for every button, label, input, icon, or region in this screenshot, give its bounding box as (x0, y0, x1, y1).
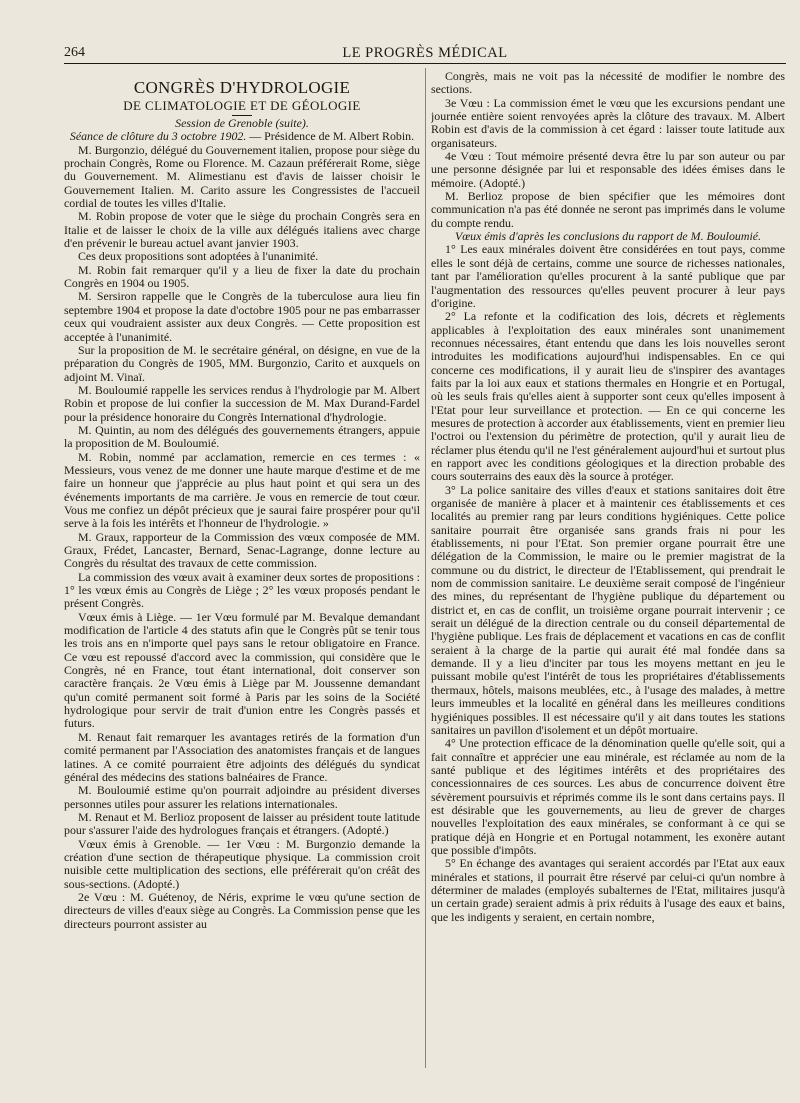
left-column (64, 70, 420, 1070)
paragraph: Congrès, mais ne voit pas la nécessité de modifier le nombre des sections. (431, 70, 785, 97)
right-column (431, 70, 785, 1070)
paragraph: M. Robin, nommé par acclamation, remercie en ces termes : « Messieurs, vous venez de me donner une haute marque d'estime et de me faire un honneur que j'apprécie au plus haut point et qui sera un des événements importants de ma carrière. Je vous en remercie de tout cœur. Vous me confiez un dépôt précieux que je saurai faire prospérer pour qu'il serve à la fois les intérêts et l'honneur de l'hydrologie. » (64, 449, 420, 531)
paragraph: 4e Vœu : Tout mémoire présenté devra être lu par son auteur ou par une personne désignée par lui et responsable des idées émises dans le mémoire. (Adopté.) (431, 149, 785, 190)
paragraph: M. Robin fait remarquer qu'il y a lieu de fixer la date du prochain Congrès en 1904 ou 1905. (64, 262, 420, 291)
column-divider (425, 68, 426, 1068)
page-header (64, 41, 786, 64)
paragraph: 2° La refonte et la codification des lois, décrets et règlements applicables à l'exploitation des eaux minérales sont unanimement reconnues nécessaires, étant entendu que dans les lois nouvelles seront introduites les modifications aujourd'hui indispensables. En ce qui concerne ces modifications, il y aurait lieu de s'inspirer des avantages faits par la loi aux eaux et stations thermales en Hongrie et en Portugal, où les seuls frais qu'elles aient à supporter sont ceux qu'elles imposent à l'Etat pour leur surveillance et protection. — En ce qui concerne les mesures de protection à accorder aux établissements, vient en premier lieu l'octroi ou l'extension du périmètre de protection, qu'il y aurait lieu de réclamer plus étendu qu'il ne l'est généralement aujourd'hui et surtout plus en rapport avec les conditions géologiques et la direction probable des cours souterrains des eaux dès la source à protéger. (431, 309, 785, 484)
seance-line (64, 130, 420, 143)
paragraph: M. Renaut fait remarquer les avantages retirés de la formation d'un comité permanent par l'Association des anatomistes français et de langues latines. A ce comité pourraient être adjoints des délégués du syndicat général des médecins des stations balnéaires de France. (64, 729, 420, 784)
paragraph: 3° La police sanitaire des villes d'eaux et stations sanitaires doit être organisée de manière à placer et à maintenir ces établissements et ces localités au premier rang par leurs conditions hygiéniques. Cette police sanitaire pourrait être organisée sans grands frais ni pour les établissements, ni pour l'Etat. Son premier organe pourrait être une délégation de la Commission, le maire ou le premier magistrat de la commune ou du district, le directeur de l'Etablissement, qui prendrait le nom de commission sanitaire. Le deuxième serait composé de l'ingénieur des mines, du représentant de l'hygiène publique du département ou district et, en cas de conflit, un troisième organe pourrait intervenir ; ce serait un délégué de la direction centrale ou du conseil départemental de l'hygiène publique. Les frais de déplacement et vacations en cas de conflit seraient à la charge de la partie qui aurait été mal fondée dans sa demande. Il y a lieu d'inciter par tous les moyens mettant en jeu le puissant mobile qu'est l'intérêt de tous les propriétaires d'établissements thermaux, hôtels, maisons meublées, etc., à l'usage des malades, à mettre leurs immeubles et la localité en général dans les meilleures conditions hygiéniques possibles. Il est nécessaire qu'il y ait dans toutes les stations sanitaires un pavillon d'isolement et un dépôt mortuaire. (431, 482, 785, 737)
article-subtitle: DE CLIMATOLOGIE ET DE GÉOLOGIE (123, 98, 361, 113)
seance-date: Séance de clôture du 3 octobre 1902. (69, 129, 247, 144)
page-number: 264 (64, 45, 85, 60)
paragraph: Ces deux propositions sont adoptées à l'unanimité. (78, 249, 319, 264)
paragraph: M. Burgonzio, délégué du Gouvernement italien, propose pour siège du prochain Congrès, Rome ou Florence. M. Cazaun préférerait Rome, siège du Gouvernement. M. Alimestianu est d'avis de laisser choisir le Gouvernement Italien. M. Carito assure les Congressistes de l'accueil cordial de toutes les villes d'Italie. (64, 142, 420, 211)
left-body (64, 144, 420, 931)
paragraph: Sur la proposition de M. le secrétaire général, on désigne, en vue de la préparation du Congrès de 1905, MM. Burgonzio, Carito et auxquels on adjoint M. Vinaï. (64, 342, 420, 384)
paragraph: M. Bouloumié rappelle les services rendus à l'hydrologie par M. Albert Robin et propose de lui confier la succession de M. Max Durand-Fardel pour la présidence honoraire du Congrès International d'hydrologie. (64, 382, 420, 424)
session-line: Session de Grenoble (suite). (175, 116, 309, 130)
right-top-body (431, 70, 785, 230)
paragraph: M. Bouloumié estime qu'on pourrait adjoindre au président diverses personnes utiles pour assurer les relations internationales. (64, 783, 420, 811)
paragraph: Vœux émis à Grenoble. — 1er Vœu : M. Burgonzio demande la création d'une section de thérapeutique physique. La commission croit nuisible cette multiplication des sections, elle préférerait qu'on créât des sous-sections. (Adopté.) (64, 836, 420, 891)
journal-title: LE PROGRÈS MÉDICAL (342, 45, 508, 61)
paragraph: Vœux émis à Liège. — 1er Vœu formulé par M. Bevalque demandant modification de l'article 4 des statuts afin que le Congrès pût se tenir tous les trois ans en n'importe quel pays sans le retour obligatoire en France. Ce vœu est repoussé d'accord avec la commission, qui considère que le Congrès, né en France, tout étant international, doit conserver son caractère français. 2e Vœu émis à Liège par M. Joussenne demandant qu'un comité permanent soit formé à Paris par les soins de la Société hydrologique pour servir de trait d'union entre les Congrès passés et futurs. (64, 609, 420, 731)
paragraph: M. Sersiron rappelle que le Congrès de la tuberculose aura lieu fin septembre 1904 et propose la date d'octobre 1905 pour ne pas embarrasser ceux qui voudraient assister aux deux Congrès. — Cette proposition est acceptée à l'unanimité. (64, 289, 420, 344)
article-title: CONGRÈS D'HYDROLOGIE (133, 78, 351, 97)
paragraph: 5° En échange des avantages qui seraient accordés par l'Etat aux eaux minérales et stations, il pourrait être réservé par celui-ci qu'un nombre à déterminer de malades (employés subalternes de l'Etat, militaires jusqu'à un certain grade) seraient admis à prix réduits à l'usage des eaux et bains, que les indigents y seraient, en certain nombre, (431, 856, 785, 924)
subheading-voeux: Vœux émis d'après les conclusions du rapport de M. Bouloumié. (454, 229, 762, 244)
paragraph: 2e Vœu : M. Guétenoy, de Néris, exprime le vœu qu'une section de directeurs de villes d'eaux siège au Congrès. La Commission pense que les directeurs pourront assister au (64, 889, 420, 931)
paragraph: M. Robin propose de voter que le siège du prochain Congrès sera en Italie et de laisser le choix de la ville aux délégués italiens avec charge d'en prévenir le bureau actuel avant janvier 1903. (64, 209, 420, 251)
paragraph: M. Graux, rapporteur de la Commission des vœux composée de MM. Graux, Frédet, Lancaster, Bernard, Senac-Lagrange, donne lecture au Congrès du résultat des travaux de cette commission. (64, 529, 420, 571)
paragraph: 3e Vœu : La commission émet le vœu que les excursions pendant une journée entière soient renvoyées après la clôture des travaux. M. Albert Robin est d'avis de la commission à cet égard : laisser toute latitude aux organisateurs. (431, 95, 785, 150)
paragraph: M. Quintin, au nom des délégués des gouvernements étrangers, appuie la proposition de M. Bouloumié. (64, 422, 420, 451)
paragraph: La commission des vœux avait à examiner deux sortes de propositions : 1° les vœux émis au Congrès de Liège ; 2° les vœux proposés pendant le présent Congrès. (64, 569, 420, 611)
paragraph: M. Renaut et M. Berlioz proposent de laisser au président toute latitude pour s'assurer l'aide des hydrologues français et étrangers. (Adopté.) (64, 809, 420, 838)
right-body (431, 243, 785, 924)
paragraph: 1° Les eaux minérales doivent être considérées en tout pays, comme elles le sont déjà de certains, comme une source de richesses nationales, tant par l'amélioration qu'elles procurent à la santé publique que par l'augmentation des ressources qu'elles peuvent procurer à leur pays d'origine. (431, 242, 785, 310)
paragraph: M. Berlioz propose de bien spécifier que les mémoires dont communication n'a pas été donnée ne seront pas imprimés dans le volume du compte rendu. (431, 189, 785, 230)
paragraph: 4° Une protection efficace de la dénomination quelle qu'elle soit, qui a fait connaître et apprécier une eau minérale, est réclamée au nom de la santé publique et des légitimes intérêts et des propriétaires des concessionnaires de ces sources. Les abus de concurrence doivent être sévèrement poursuivis et réprimés comme ils le sont dans certains pays. Il est désirable que les gouvernements, au lieu de grever de charges nouvelles l'exploitation des eaux minérales, se conformant à ce qui se pratique déjà en Hongrie et en Portugal notamment, les exonère autant que possible d'impôts. (431, 736, 785, 857)
seance-presidence: — Présidence de M. Albert Robin. (246, 129, 415, 144)
